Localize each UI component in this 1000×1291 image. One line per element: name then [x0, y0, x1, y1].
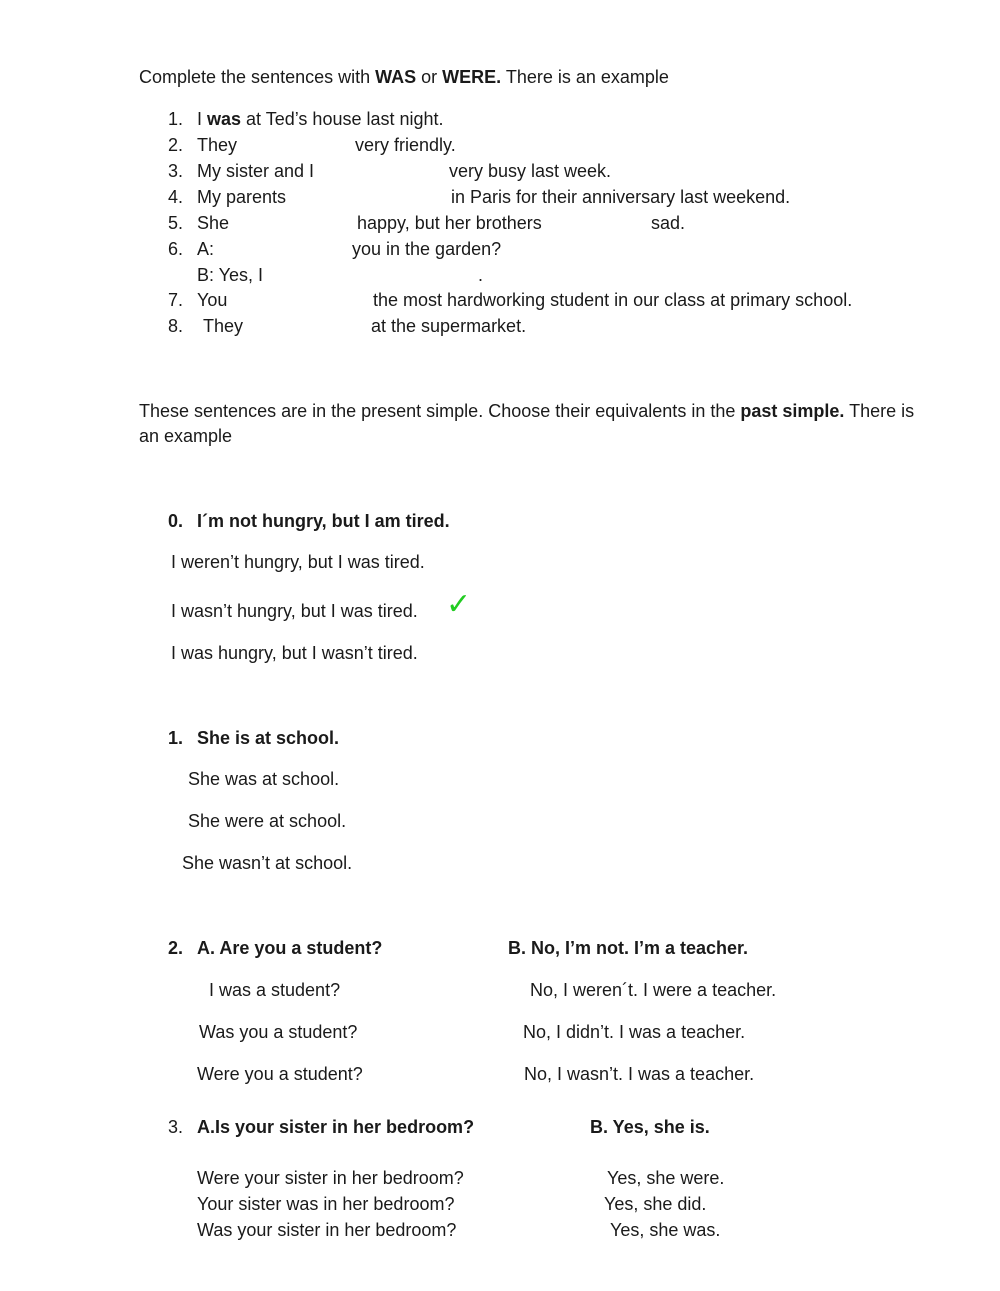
item-text: very busy last week. [449, 161, 612, 181]
instruction-post: There is an example [501, 67, 669, 87]
instruction-or: or [416, 67, 443, 87]
option-q1-b[interactable]: She were at school. [188, 811, 347, 831]
question-number: 0. [168, 511, 184, 531]
instruction-post: There is [844, 401, 915, 421]
question-1: She is at school. [197, 728, 340, 748]
item-number: 8. [168, 316, 184, 336]
item-text: She [197, 213, 230, 233]
item-text: . [478, 265, 484, 285]
item-number: 7. [168, 290, 184, 310]
question-number: 3. [168, 1117, 184, 1137]
item-text: You [197, 290, 228, 310]
option-q0-c[interactable]: I was hungry, but I wasn’t tired. [171, 643, 418, 663]
option-q3a-b[interactable]: Your sister was in her bedroom? [197, 1194, 455, 1214]
item-text: at Ted’s house last night. [241, 109, 444, 129]
option-q0-a[interactable]: I weren’t hungry, but I was tired. [171, 552, 425, 572]
item-number: 4. [168, 187, 184, 207]
item-number: 2. [168, 135, 184, 155]
instruction-2-line2: an example [139, 426, 233, 446]
instruction-was: WAS [375, 67, 417, 87]
option-q3b-b[interactable]: Yes, she did. [604, 1194, 707, 1214]
option-q2b-a[interactable]: No, I weren´t. I were a teacher. [530, 980, 777, 1000]
question-2b: B. No, I’m not. I’m a teacher. [508, 938, 749, 958]
item-text: My parents [197, 187, 287, 207]
item-1-text [197, 108, 444, 130]
option-q1-c[interactable]: She wasn’t at school. [182, 853, 353, 873]
question-number: 1. [168, 728, 184, 748]
instruction-text: Complete the sentences with [139, 67, 376, 87]
option-q3b-a[interactable]: Yes, she were. [607, 1168, 725, 1188]
item-text: happy, but her brothers [357, 213, 542, 233]
question-number: 2. [168, 938, 184, 958]
green-check-icon: ✓ [446, 587, 472, 622]
question-3b: B. Yes, she is. [590, 1117, 710, 1137]
option-q2b-b[interactable]: No, I didn’t. I was a teacher. [523, 1022, 746, 1042]
option-q0-b[interactable]: I wasn’t hungry, but I was tired. [171, 601, 418, 621]
item-text: They [203, 316, 244, 336]
instruction-text: These sentences are in the present simple. Choose their equivalents in the [139, 401, 741, 421]
item-text: They [197, 135, 238, 155]
instruction-were: WERE. [442, 67, 502, 87]
option-q3b-c[interactable]: Yes, she was. [610, 1220, 721, 1240]
item-text: very friendly. [355, 135, 456, 155]
item-text: the most hardworking student in our class at primary school. [373, 290, 853, 310]
item-text: My sister and I [197, 161, 315, 181]
instruction-2 [139, 400, 914, 422]
option-q1-a[interactable]: She was at school. [188, 769, 340, 789]
item-number: 5. [168, 213, 184, 233]
item-text: you in the garden? [352, 239, 502, 259]
option-q3a-c[interactable]: Was your sister in her bedroom? [197, 1220, 457, 1240]
item-text: at the supermarket. [371, 316, 527, 336]
question-3a: A.Is your sister in her bedroom? [197, 1117, 475, 1137]
item-text: I [197, 109, 208, 129]
item-text: B: Yes, I [197, 265, 264, 285]
option-q3a-a[interactable]: Were your sister in her bedroom? [197, 1168, 464, 1188]
question-0: I´m not hungry, but I am tired. [197, 511, 450, 531]
instruction-bold: past simple. [740, 401, 845, 421]
item-text: in Paris for their anniversary last weekend. [451, 187, 791, 207]
option-q2a-a[interactable]: I was a student? [209, 980, 341, 1000]
item-example-answer: was [207, 109, 242, 129]
question-2a: A. Are you a student? [197, 938, 383, 958]
option-q2a-b[interactable]: Was you a student? [199, 1022, 358, 1042]
item-number: 1. [168, 109, 184, 129]
item-text: sad. [651, 213, 686, 233]
item-number: 6. [168, 239, 184, 259]
option-q2b-c[interactable]: No, I wasn’t. I was a teacher. [524, 1064, 755, 1084]
item-text: A: [197, 239, 215, 259]
item-number: 3. [168, 161, 184, 181]
option-q2a-c[interactable]: Were you a student? [197, 1064, 363, 1084]
instruction-1 [139, 66, 669, 88]
